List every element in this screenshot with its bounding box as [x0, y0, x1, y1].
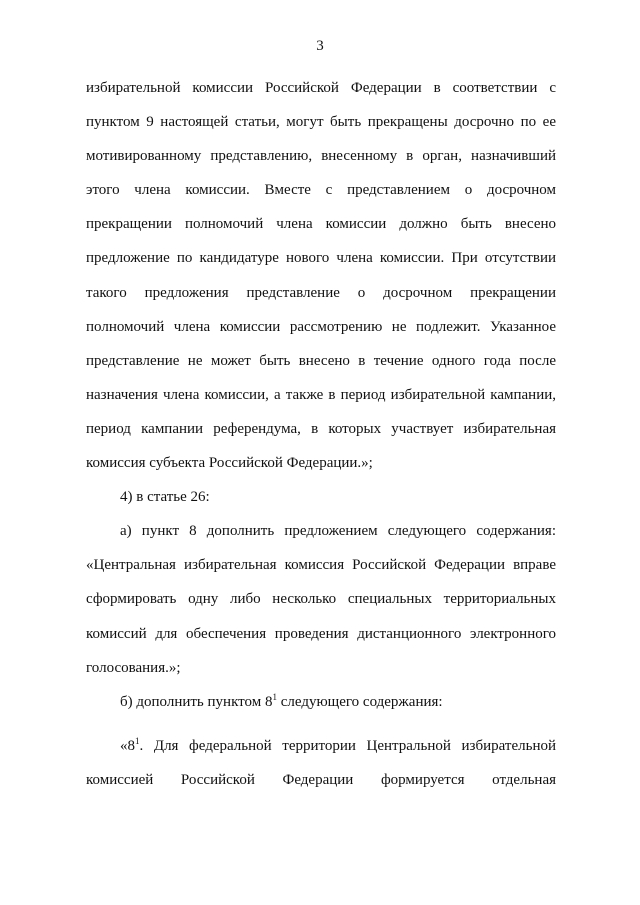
- text-line: «Центральная избирательная комиссия Российской Федерации вправе: [86, 557, 556, 573]
- text-line: мотивированному представлению, внесенному в орган, назначивший: [86, 148, 556, 164]
- paragraph-8-1-start: «8: [120, 738, 135, 754]
- text-line: назначения члена комиссии, а также в период избирательной кампании,: [86, 387, 556, 403]
- superscript: 1: [135, 736, 140, 746]
- text-line: комиссия субъекта Российской Федерации.»;: [86, 455, 373, 471]
- text-line: голосования.»;: [86, 660, 181, 676]
- paragraph-8-1: [120, 736, 556, 756]
- list-item-b-text: б) дополнить пунктом 8: [120, 694, 273, 710]
- list-item-b-text-end: следующего содержания:: [276, 694, 443, 710]
- text-line: избирательной комиссии Российской Федерации в соответствии с: [86, 80, 556, 96]
- text-line: период кампании референдума, в которых участвует избирательная: [86, 421, 556, 437]
- paragraph-8-1-text: . Для федеральной территории Центральной избирательной: [139, 738, 556, 754]
- text-line: комиссий для обеспечения проведения дистанционного электронного: [86, 626, 556, 642]
- list-item-a: а) пункт 8 дополнить предложением следующего содержания:: [120, 523, 556, 539]
- text-line: представление не может быть внесено в течение одного года после: [86, 353, 556, 369]
- superscript: 1: [272, 692, 277, 702]
- text-line: такого предложения представление о досрочном прекращении: [86, 285, 556, 301]
- page-number: 3: [316, 38, 324, 54]
- text-line: предложение по кандидатуре нового члена комиссии. При отсутствии: [86, 250, 556, 266]
- text-line: сформировать одну либо несколько специальных территориальных: [86, 591, 556, 607]
- text-line: полномочий члена комиссии рассмотрению не подлежит. Указанное: [86, 319, 556, 335]
- text-line: комиссией Российской Федерации формируется отдельная: [86, 772, 556, 788]
- text-line: этого члена комиссии. Вместе с представлением о досрочном: [86, 182, 556, 198]
- text-line: прекращении полномочий члена комиссии должно быть внесено: [86, 216, 556, 232]
- text-line: пунктом 9 настоящей статьи, могут быть прекращены досрочно по ее: [86, 114, 556, 130]
- list-item-4: 4) в статье 26:: [120, 489, 210, 505]
- list-item-b: [120, 692, 556, 712]
